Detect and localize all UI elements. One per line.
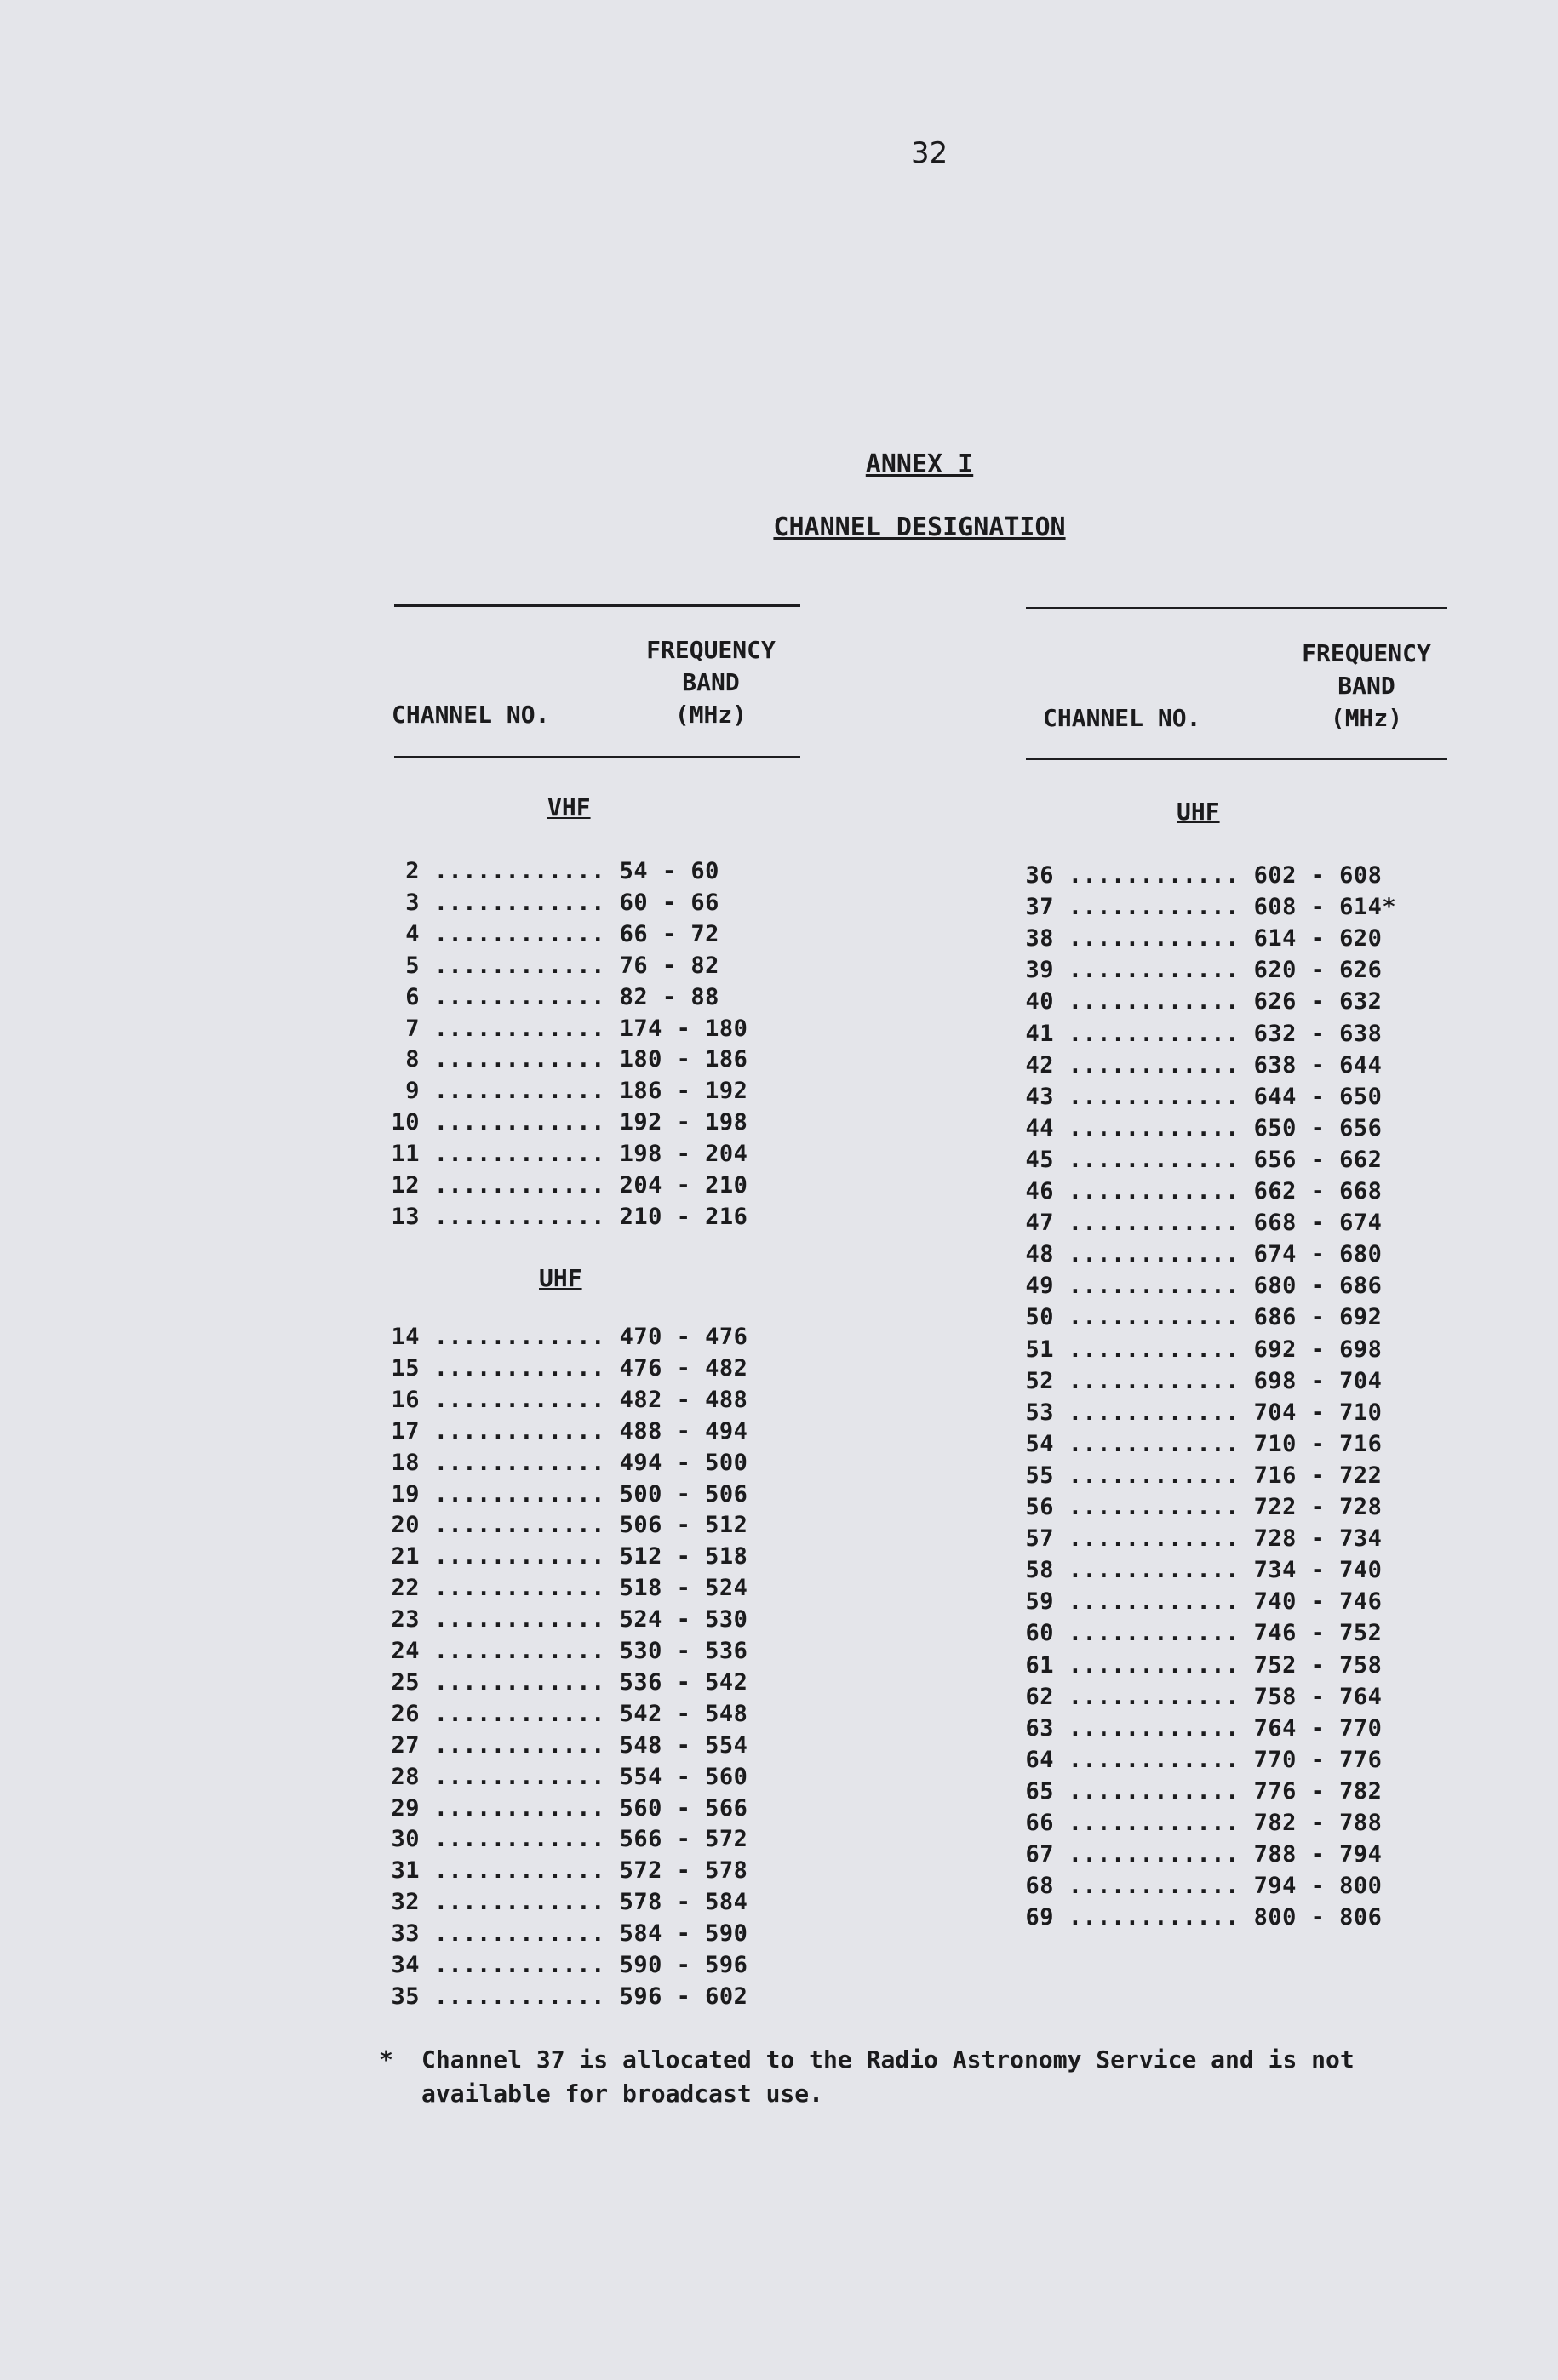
frequency-range: 704 - 710 <box>1253 1399 1383 1426</box>
channel-number: 33 <box>391 1920 420 1948</box>
leader-dots: ............ <box>420 1109 620 1136</box>
leader-dots: ............ <box>420 1046 620 1073</box>
frequency-range: 710 - 716 <box>1253 1430 1383 1457</box>
frequency-range: 76 - 82 <box>619 952 719 979</box>
frequency-range: 548 - 554 <box>619 1731 748 1759</box>
leader-dots: ............ <box>1054 1683 1254 1710</box>
frequency-range: 764 - 770 <box>1253 1714 1383 1742</box>
channel-row <box>1013 1210 1382 1237</box>
frequency-range: 560 - 566 <box>619 1794 748 1822</box>
channel-row <box>1013 1494 1382 1521</box>
leader-dots: ............ <box>420 1417 620 1445</box>
leader-dots: ............ <box>1054 1273 1254 1300</box>
leader-dots: ............ <box>420 1668 620 1696</box>
channel-row <box>379 1324 747 1351</box>
channel-row <box>1013 862 1382 890</box>
leader-dots: ............ <box>420 952 620 979</box>
channel-number: 27 <box>391 1731 420 1759</box>
channel-number: 44 <box>1025 1114 1054 1141</box>
right-uhf-section-label: UHF <box>1177 798 1220 826</box>
channel-row <box>379 1543 747 1570</box>
leader-dots: ............ <box>1054 1873 1254 1900</box>
channel-row <box>379 1418 747 1445</box>
channel-row <box>379 858 719 885</box>
channel-row <box>379 1857 747 1885</box>
leader-dots: ............ <box>1054 1557 1254 1584</box>
leader-dots: ............ <box>420 1480 620 1508</box>
channel-row <box>379 1109 747 1136</box>
channel-number: 61 <box>1025 1651 1054 1679</box>
channel-row <box>1013 1399 1382 1427</box>
channel-number: 48 <box>1025 1241 1054 1268</box>
leader-dots: ............ <box>1054 1146 1254 1173</box>
channel-number: 32 <box>391 1889 420 1916</box>
channel-number: 60 <box>1025 1620 1054 1647</box>
leader-dots: ............ <box>1054 1525 1254 1553</box>
frequency-range: 674 - 680 <box>1253 1241 1383 1268</box>
channel-number: 26 <box>391 1700 420 1727</box>
leader-dots: ............ <box>420 1078 620 1105</box>
channel-number: 43 <box>1025 1083 1054 1110</box>
channel-row <box>379 1141 747 1168</box>
header-frequency: FREQUENCY <box>646 636 776 664</box>
frequency-range: 620 - 626 <box>1253 957 1383 984</box>
leader-dots: ............ <box>1054 1588 1254 1616</box>
frequency-range: 698 - 704 <box>1253 1367 1383 1394</box>
channel-number: 7 <box>405 1015 420 1042</box>
leader-dots: ............ <box>1054 1020 1254 1047</box>
frequency-range: 644 - 650 <box>1253 1083 1383 1110</box>
channel-row <box>379 1606 747 1633</box>
leader-dots: ............ <box>420 1172 620 1199</box>
channel-number: 3 <box>405 889 420 916</box>
channel-row <box>379 1952 747 1979</box>
channel-row <box>1013 1241 1382 1268</box>
channel-row <box>1013 988 1382 1016</box>
leader-dots: ............ <box>1054 894 1254 921</box>
leader-dots: ............ <box>420 1889 620 1916</box>
channel-number: 65 <box>1025 1777 1054 1805</box>
frequency-range: 746 - 752 <box>1253 1620 1383 1647</box>
leader-dots: ............ <box>1054 862 1254 889</box>
frequency-range: 602 - 608 <box>1253 862 1383 889</box>
leader-dots: ............ <box>1054 925 1254 953</box>
rule-left-top <box>394 604 800 607</box>
channel-row <box>379 984 719 1011</box>
channel-number: 8 <box>405 1046 420 1073</box>
frequency-range: 542 - 548 <box>619 1700 748 1727</box>
leader-dots: ............ <box>1054 1114 1254 1141</box>
frequency-range: 662 - 668 <box>1253 1178 1383 1204</box>
channel-number: 42 <box>1025 1051 1054 1078</box>
channel-row <box>1013 1178 1382 1205</box>
channel-row <box>379 1046 747 1073</box>
channel-number: 19 <box>391 1480 420 1508</box>
channel-number: 28 <box>391 1763 420 1790</box>
left-freq-header <box>626 634 796 731</box>
leader-dots: ............ <box>420 1354 620 1382</box>
leader-dots: ............ <box>420 1606 620 1633</box>
frequency-range: 536 - 542 <box>619 1668 748 1696</box>
leader-dots: ............ <box>420 1794 620 1822</box>
channel-number: 4 <box>405 920 420 947</box>
channel-number: 62 <box>1025 1683 1054 1710</box>
channel-number: 69 <box>1025 1904 1054 1931</box>
channel-row <box>1013 1147 1382 1174</box>
frequency-range: 180 - 186 <box>619 1046 748 1073</box>
frequency-range: 54 - 60 <box>619 858 719 884</box>
frequency-range: 692 - 698 <box>1253 1336 1383 1363</box>
leader-dots: ............ <box>1054 1241 1254 1268</box>
channel-row <box>1013 1304 1382 1331</box>
frequency-range: 608 - 614* <box>1253 894 1397 921</box>
frequency-range: 578 - 584 <box>619 1889 748 1916</box>
channel-row <box>1013 1684 1382 1711</box>
channel-number: 63 <box>1025 1714 1054 1742</box>
rule-right-top <box>1026 607 1447 609</box>
right-channel-header: CHANNEL NO. <box>1043 704 1201 732</box>
frequency-range: 758 - 764 <box>1253 1683 1383 1710</box>
frequency-range: 782 - 788 <box>1253 1810 1383 1836</box>
leader-dots: ............ <box>420 1920 620 1948</box>
frequency-range: 554 - 560 <box>619 1763 748 1790</box>
channel-number: 51 <box>1025 1336 1054 1363</box>
frequency-range: 174 - 180 <box>619 1015 748 1042</box>
frequency-range: 512 - 518 <box>619 1543 748 1570</box>
channel-row <box>379 1575 747 1602</box>
channel-row <box>1013 1052 1382 1079</box>
channel-number: 67 <box>1025 1841 1054 1868</box>
rule-right-bottom <box>1026 758 1447 760</box>
leader-dots: ............ <box>1054 1210 1254 1237</box>
channel-number: 29 <box>391 1794 420 1822</box>
channel-row <box>379 1732 747 1759</box>
channel-row <box>1013 1904 1382 1931</box>
channel-number: 41 <box>1025 1020 1054 1047</box>
leader-dots: ............ <box>1054 1430 1254 1457</box>
leader-dots: ............ <box>1054 1810 1254 1836</box>
channel-number: 53 <box>1025 1399 1054 1426</box>
channel-number: 46 <box>1025 1178 1054 1204</box>
channel-number: 5 <box>405 952 420 979</box>
channel-number: 11 <box>391 1141 420 1168</box>
leader-dots: ............ <box>420 1203 620 1230</box>
frequency-range: 794 - 800 <box>1253 1873 1383 1900</box>
frequency-range: 686 - 692 <box>1253 1304 1383 1331</box>
channel-number: 57 <box>1025 1525 1054 1553</box>
channel-number: 30 <box>391 1826 420 1853</box>
leader-dots: ............ <box>1054 1777 1254 1805</box>
channel-row <box>1013 1620 1382 1647</box>
channel-row <box>379 1078 747 1105</box>
channel-row <box>1013 894 1396 921</box>
frequency-range: 788 - 794 <box>1253 1841 1383 1868</box>
frequency-range: 740 - 746 <box>1253 1588 1383 1616</box>
channel-row <box>1013 1652 1382 1679</box>
frequency-range: 584 - 590 <box>619 1920 748 1948</box>
channel-number: 45 <box>1025 1146 1054 1173</box>
channel-row <box>1013 1747 1382 1774</box>
frequency-range: 716 - 722 <box>1253 1462 1383 1489</box>
leader-dots: ............ <box>1054 1367 1254 1394</box>
frequency-range: 776 - 782 <box>1253 1777 1383 1805</box>
channel-number: 23 <box>391 1606 420 1633</box>
leader-dots: ............ <box>1054 957 1254 984</box>
channel-row <box>379 1795 747 1822</box>
channel-number: 10 <box>391 1109 420 1136</box>
leader-dots: ............ <box>1054 1336 1254 1363</box>
leader-dots: ............ <box>420 1826 620 1853</box>
leader-dots: ............ <box>420 1512 620 1539</box>
left-channel-header: CHANNEL NO. <box>392 701 550 729</box>
leader-dots: ............ <box>1054 1051 1254 1078</box>
channel-row <box>379 1920 747 1948</box>
frequency-range: 494 - 500 <box>619 1449 748 1476</box>
channel-number: 47 <box>1025 1210 1054 1237</box>
leader-dots: ............ <box>1054 1651 1254 1679</box>
channel-row <box>1013 1557 1382 1584</box>
leader-dots: ............ <box>1054 1462 1254 1489</box>
frequency-range: 210 - 216 <box>619 1203 748 1230</box>
leader-dots: ............ <box>420 1700 620 1727</box>
leader-dots: ............ <box>1054 1620 1254 1647</box>
channel-number: 13 <box>391 1203 420 1230</box>
frequency-range: 566 - 572 <box>619 1826 748 1853</box>
channel-number: 49 <box>1025 1273 1054 1300</box>
channel-row <box>1013 925 1382 953</box>
channel-row <box>1013 1778 1382 1805</box>
frequency-range: 82 - 88 <box>619 983 719 1010</box>
channel-row <box>379 1889 747 1916</box>
channel-number: 16 <box>391 1386 420 1413</box>
header-mhz: (MHz) <box>1330 704 1403 732</box>
frequency-range: 638 - 644 <box>1253 1051 1383 1078</box>
channel-row <box>1013 1431 1382 1458</box>
channel-row <box>1013 1021 1382 1048</box>
frequency-range: 192 - 198 <box>619 1109 748 1136</box>
footnote-text: Channel 37 is allocated to the Radio Astronomy Service and is not available for broadcast use. <box>421 2045 1355 2108</box>
leader-dots: ............ <box>420 1141 620 1168</box>
leader-dots: ............ <box>420 889 620 916</box>
frequency-range: 770 - 776 <box>1253 1746 1383 1773</box>
channel-number: 37 <box>1025 894 1054 921</box>
channel-number: 6 <box>405 983 420 1010</box>
channel-number: 40 <box>1025 988 1054 1016</box>
channel-row <box>379 1172 747 1199</box>
leader-dots: ............ <box>420 1324 620 1350</box>
channel-row <box>379 1450 747 1477</box>
channel-row <box>379 1512 747 1539</box>
left-uhf-section-label: UHF <box>539 1264 582 1292</box>
channel-row <box>1013 1084 1382 1111</box>
channel-number: 55 <box>1025 1462 1054 1489</box>
channel-row <box>1013 1588 1382 1616</box>
channel-row <box>379 1764 747 1791</box>
channel-number: 15 <box>391 1354 420 1382</box>
frequency-range: 60 - 66 <box>619 889 719 916</box>
leader-dots: ............ <box>1054 1083 1254 1110</box>
leader-dots: ............ <box>420 1731 620 1759</box>
frequency-range: 518 - 524 <box>619 1575 748 1602</box>
channel-row <box>1013 1273 1382 1300</box>
header-band: BAND <box>682 668 740 696</box>
frequency-range: 596 - 602 <box>619 1982 748 2010</box>
channel-number: 18 <box>391 1449 420 1476</box>
frequency-range: 680 - 686 <box>1253 1273 1383 1300</box>
channel-number: 21 <box>391 1543 420 1570</box>
leader-dots: ............ <box>1054 988 1254 1016</box>
frequency-range: 198 - 204 <box>619 1141 748 1168</box>
leader-dots: ............ <box>420 1575 620 1602</box>
frequency-range: 590 - 596 <box>619 1952 748 1978</box>
frequency-range: 66 - 72 <box>619 920 719 947</box>
frequency-range: 614 - 620 <box>1253 925 1383 953</box>
frequency-range: 482 - 488 <box>619 1386 748 1413</box>
header-band: BAND <box>1337 672 1395 700</box>
leader-dots: ............ <box>1054 1904 1254 1931</box>
channel-row <box>379 1701 747 1728</box>
channel-row <box>379 1983 747 2011</box>
channel-number: 12 <box>391 1172 420 1199</box>
channel-number: 50 <box>1025 1304 1054 1331</box>
leader-dots: ............ <box>420 1857 620 1885</box>
channel-number: 20 <box>391 1512 420 1539</box>
channel-row <box>1013 1368 1382 1395</box>
channel-row <box>1013 957 1382 984</box>
leader-dots: ............ <box>420 920 620 947</box>
rule-left-bottom <box>394 756 800 758</box>
frequency-range: 668 - 674 <box>1253 1210 1383 1237</box>
frequency-range: 524 - 530 <box>619 1606 748 1633</box>
channel-row <box>1013 1715 1382 1742</box>
channel-number: 68 <box>1025 1873 1054 1900</box>
frequency-range: 530 - 536 <box>619 1638 748 1664</box>
channel-number: 24 <box>391 1638 420 1664</box>
channel-row <box>1013 1336 1382 1364</box>
channel-number: 35 <box>391 1982 420 2010</box>
channel-number: 17 <box>391 1417 420 1445</box>
channel-number: 59 <box>1025 1588 1054 1616</box>
leader-dots: ............ <box>420 1952 620 1978</box>
frequency-range: 204 - 210 <box>619 1172 748 1199</box>
frequency-range: 728 - 734 <box>1253 1525 1383 1553</box>
leader-dots: ............ <box>420 1763 620 1790</box>
channel-number: 66 <box>1025 1810 1054 1836</box>
channel-row <box>379 953 719 980</box>
channel-row <box>379 1387 747 1414</box>
leader-dots: ............ <box>420 983 620 1010</box>
frequency-range: 752 - 758 <box>1253 1651 1383 1679</box>
channel-number: 58 <box>1025 1557 1054 1584</box>
channel-row <box>1013 1525 1382 1553</box>
frequency-range: 650 - 656 <box>1253 1114 1383 1141</box>
frequency-range: 186 - 192 <box>619 1078 748 1105</box>
leader-dots: ............ <box>1054 1304 1254 1331</box>
leader-dots: ............ <box>420 1449 620 1476</box>
frequency-range: 572 - 578 <box>619 1857 748 1885</box>
channel-row <box>1013 1873 1382 1900</box>
channel-number: 39 <box>1025 957 1054 984</box>
leader-dots: ............ <box>1054 1746 1254 1773</box>
channel-row <box>379 1355 747 1382</box>
channel-row <box>379 1826 747 1853</box>
frequency-range: 500 - 506 <box>619 1480 748 1508</box>
channel-number: 31 <box>391 1857 420 1885</box>
channel-number: 22 <box>391 1575 420 1602</box>
leader-dots: ............ <box>420 1015 620 1042</box>
header-frequency: FREQUENCY <box>1302 639 1431 667</box>
header-mhz: (MHz) <box>674 701 747 729</box>
leader-dots: ............ <box>1054 1399 1254 1426</box>
frequency-range: 506 - 512 <box>619 1512 748 1539</box>
channel-number: 38 <box>1025 925 1054 953</box>
leader-dots: ............ <box>420 858 620 884</box>
channel-number: 54 <box>1025 1430 1054 1457</box>
channel-number: 9 <box>405 1078 420 1105</box>
channel-row <box>379 1204 747 1231</box>
table-title: CHANNEL DESIGNATION <box>773 512 1066 542</box>
leader-dots: ............ <box>1054 1714 1254 1742</box>
channel-number: 52 <box>1025 1367 1054 1394</box>
frequency-range: 626 - 632 <box>1253 988 1383 1016</box>
frequency-range: 722 - 728 <box>1253 1494 1383 1520</box>
frequency-range: 800 - 806 <box>1253 1904 1383 1931</box>
channel-number: 36 <box>1025 862 1054 889</box>
frequency-range: 476 - 482 <box>619 1354 748 1382</box>
channel-row <box>379 921 719 948</box>
channel-number: 56 <box>1025 1494 1054 1520</box>
page-number: 32 <box>911 136 948 170</box>
channel-number: 14 <box>391 1324 420 1350</box>
channel-row <box>1013 1810 1382 1837</box>
leader-dots: ............ <box>420 1543 620 1570</box>
channel-row <box>379 1016 747 1043</box>
annex-title: ANNEX I <box>865 449 974 479</box>
channel-row <box>379 1481 747 1508</box>
leader-dots: ............ <box>420 1386 620 1413</box>
channel-row <box>379 890 719 917</box>
channel-number: 25 <box>391 1668 420 1696</box>
frequency-range: 656 - 662 <box>1253 1146 1383 1173</box>
channel-number: 64 <box>1025 1746 1054 1773</box>
leader-dots: ............ <box>420 1638 620 1664</box>
frequency-range: 488 - 494 <box>619 1417 748 1445</box>
leader-dots: ............ <box>1054 1494 1254 1520</box>
channel-row <box>1013 1115 1382 1142</box>
frequency-range: 632 - 638 <box>1253 1020 1383 1047</box>
right-freq-header <box>1281 638 1452 735</box>
channel-row <box>379 1638 747 1665</box>
vhf-section-label: VHF <box>547 793 591 821</box>
footnote-mark: * <box>379 2045 393 2074</box>
channel-row <box>1013 1841 1382 1868</box>
leader-dots: ............ <box>420 1982 620 2010</box>
channel-row <box>379 1669 747 1696</box>
channel-number: 2 <box>405 858 420 884</box>
leader-dots: ............ <box>1054 1841 1254 1868</box>
channel-row <box>1013 1462 1382 1490</box>
leader-dots: ............ <box>1054 1178 1254 1204</box>
frequency-range: 470 - 476 <box>619 1324 748 1350</box>
channel-number: 34 <box>391 1952 420 1978</box>
frequency-range: 734 - 740 <box>1253 1557 1383 1584</box>
